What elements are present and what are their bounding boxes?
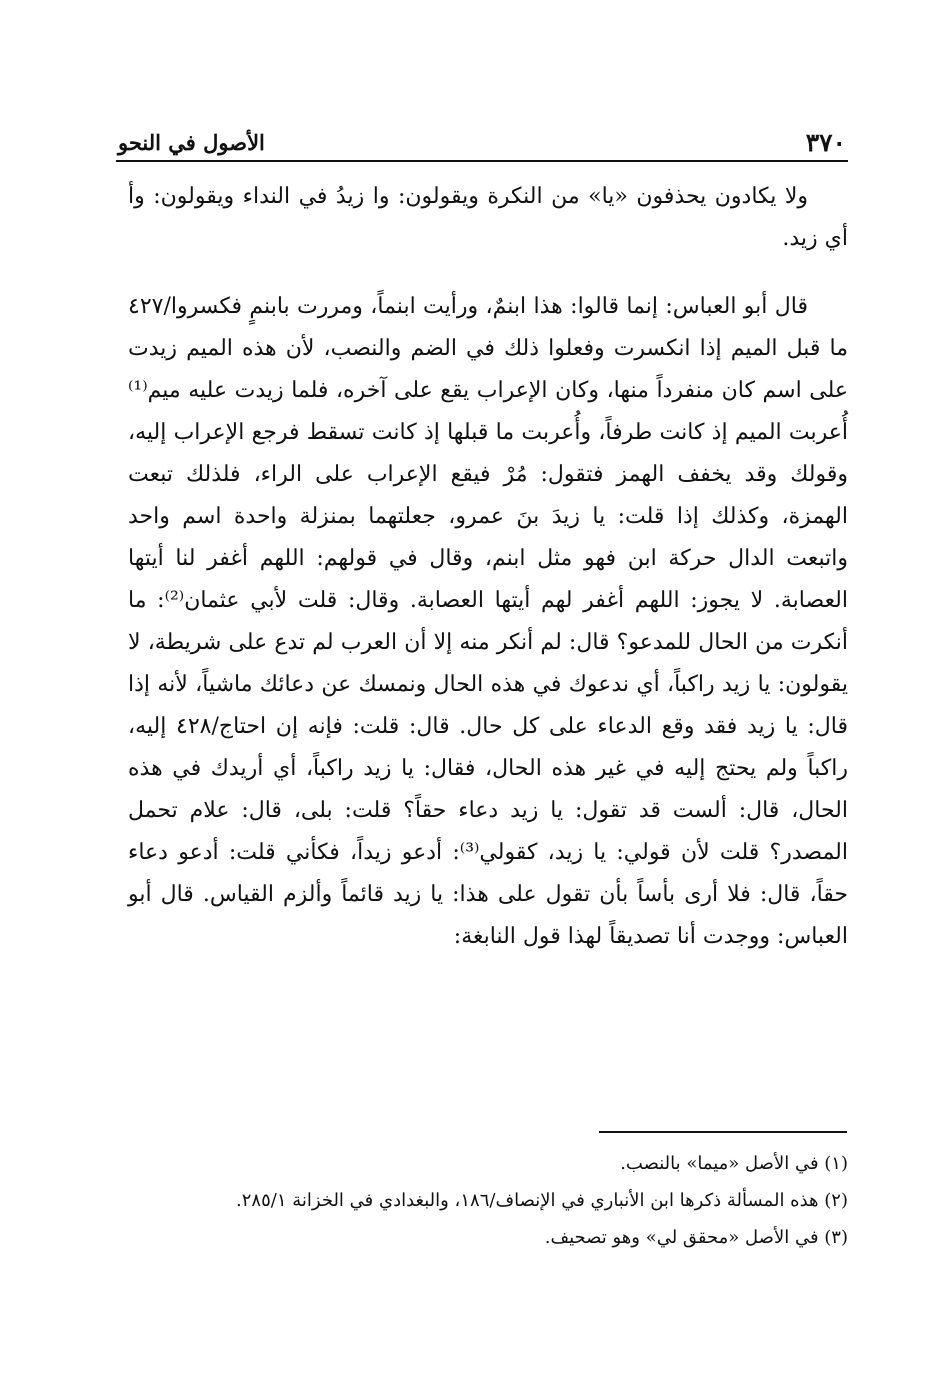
footnote: (٣) في الأصل «محقق لي» وهو تصحيف. — [544, 1227, 848, 1248]
running-title: الأصول في النحو — [118, 130, 265, 155]
footnote-rule — [599, 1131, 847, 1133]
footnotes — [128, 1145, 848, 1256]
main-text — [128, 176, 848, 958]
footnote: (٢) هذه المسألة ذكرها ابن الأنباري في الإنصاف/١٨٦، والبغدادي في الخزانة ٢٨٥/١. — [236, 1190, 848, 1211]
page-header — [118, 128, 846, 162]
paragraph: قال أبو العباس: إنما قالوا: هذا ابنمٌ، ورأيت ابنماً، ومررت بابنمٍ فكسروا/٤٢٧ ما قبل الميم إذا انكسرت وفعلوا ذلك في الضم والنصب، لأن هذه الميم زيدت على اسم كان منفرداً منها، وكان الإعراب يقع على آخره، فلما زيدت عليه ميم⁽¹⁾ أُعربت الميم إذ كانت طرفاً، وأُعربت ما قبلها إذ كانت تسقط فرجع الإعراب إليه، وقولك وقد يخفف الهمز فتقول: مُرْ فيقع الإعراب على الراء، فلذلك تبعت الهمزة، وكذلك إذا قلت: يا زيدَ بنَ عمرو، جعلتهما بمنزلة واحدة اسم واحد واتبعت الدال حركة ابن فهو مثل ابنم، وقال في قولهم: اللهم أغفر لنا أيتها العصابة. لا يجوز: اللهم أغفر لهم أيتها العصابة. وقال: قلت لأبي عثمان⁽²⁾: ما أنكرت من الحال للمدعو؟ قال: لم أنكر منه إلا أن العرب لم تدع على شريطة، لا يقولون: يا زيد راكباً، أي ندعوك في هذه الحال ونمسك عن دعائك ماشياً، لأنه إذا قال: يا زيد فقد وقع الدعاء على كل حال. قال: قلت: فإنه إن احتاج/٤٢٨ إليه، راكباً ولم يحتج إليه في غير هذه الحال، فقال: يا زيد راكباً، أي أريدك في هذه الحال، قال: ألست قد تقول: يا زيد دعاء حقاً؟ قلت: بلى، قال: علام تحمل المصدر؟ قلت لأن قولي: يا زيد، كقولي⁽³⁾: أدعو زيداً، فكأني قلت: أدعو دعاء حقاً، قال: فلا أرى بأساً بأن تقول على هذا: يا زيد قائماً وألزم القياس. قال أبو العباس: ووجدت أنا تصديقاً لهذا قول النابغة: — [128, 294, 848, 949]
paragraph: ولا يكادون يحذفون «يا» من النكرة ويقولون: وا زيدُ في النداء ويقولون: وأ أي زيد. — [128, 184, 848, 251]
footnote: (١) في الأصل «ميما» بالنصب. — [620, 1153, 848, 1174]
header-rule — [116, 160, 848, 162]
page-number: ٣٧٠ — [805, 128, 846, 157]
